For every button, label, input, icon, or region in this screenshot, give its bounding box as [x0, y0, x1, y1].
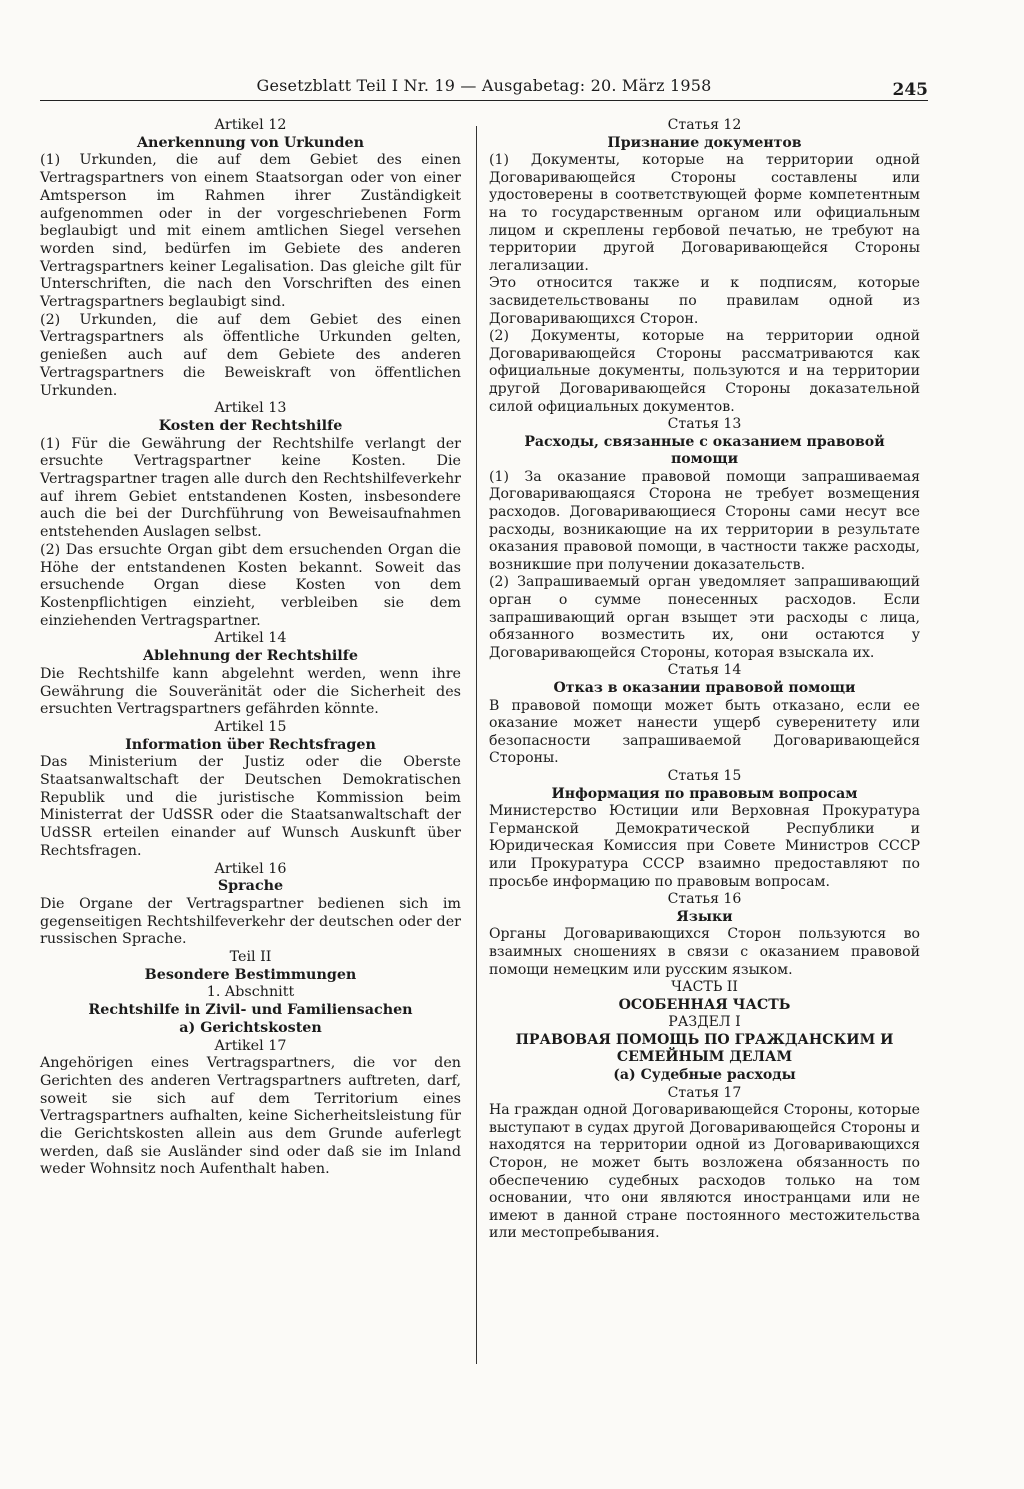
statya-16-heading: Статья 16 — [667, 891, 742, 908]
russian-column — [489, 117, 920, 1243]
gazette-header-title: Gesetzblatt Teil I Nr. 19 — Ausgabetag: 20. März 1958 — [256, 76, 712, 95]
chast-heading: ЧАСТЬ II — [671, 979, 738, 996]
statya-12-heading: Статья 12 — [667, 117, 742, 133]
statya-12-paragraph-1: (1) Документы, которые на территории одной Договаривающейся Стороны составлены или удостоверены в соответствующей форме компетентным на то государственным органом или официальным лицом и скреплены гербовой печатью, не требуют на территории другой Договаривающейся Стороны легализации. — [489, 152, 920, 274]
article-12-paragraph-1: (1) Urkunden, die auf dem Gebiet des einen Vertragspartners von einem Staatsorgan oder von einer Amtsperson im Rahmen ihrer Zuständigkeit aufgenommen oder in der vorgeschriebenen Form beglaubigt und mit einem amtlichen Siegel versehen worden sind, bedürfen im Gebiete des anderen Vertragspartners keiner Legalisation. Das gleiche gilt für Unterschriften, die nach den Vorschriften des einen Vertragspartners beglaubigt sind. — [40, 152, 461, 311]
german-column — [40, 117, 461, 1179]
statya-17-heading: Статья 17 — [667, 1084, 742, 1101]
razdel-heading: РАЗДЕЛ I — [668, 1014, 741, 1031]
article-13-heading: Artikel 13 — [214, 400, 287, 417]
article-17-heading: Artikel 17 — [214, 1037, 287, 1054]
part-title: Besondere Bestimmungen — [144, 966, 357, 983]
article-13-title: Kosten der Rechtshilfe — [158, 417, 343, 434]
article-12-title: Anerkennung von Urkunden — [136, 134, 365, 151]
article-16-title: Sprache — [217, 878, 284, 895]
article-16-heading: Artikel 16 — [214, 860, 287, 877]
subsection-title: a) Gerichtskosten — [179, 1019, 322, 1036]
statya-12-paragraph-3: (2) Документы, которые на территории одной Договаривающейся Стороны рассматриваются как официальные документы, пользуются и на территории другой Договаривающейся Стороны доказательной силой официальных документов. — [489, 328, 920, 415]
article-13-paragraph-1: (1) Für die Gewährung der Rechtshilfe verlangt der ersuchte Vertragspartner keine Kosten. Die Vertragspartner tragen alle durch den Rechtshilfeverkehr auf ihrem Gebiet entstandenen Kosten, insbesondere auch die bei der Durchführung von Beweisaufnahmen entstehenden Auslagen selbst. — [40, 435, 461, 541]
statya-15-heading: Статья 15 — [667, 767, 742, 784]
article-14-title: Ablehnung der Rechtshilfe — [142, 648, 358, 665]
article-17-paragraph-1: Angehörigen eines Vertragspartners, die vor den Gerichten des anderen Vertragspartners auftreten, darf, soweit sie sich auf dem Territorium eines Vertragspartners aufhalten, keine Sicherheitsleistung für die Gerichtskosten allein aus dem Grunde auferlegt werden, daß sie Ausländer sind oder daß sie im Inland weder Wohnsitz noch Aufenthalt haben. — [40, 1055, 461, 1178]
article-14-heading: Artikel 14 — [214, 630, 287, 647]
section-title: Rechtshilfe in Zivil- und Familiensachen — [88, 1002, 413, 1019]
statya-13-heading: Статья 13 — [667, 416, 742, 433]
column-divider — [476, 126, 477, 1364]
article-15-paragraph-1: Das Ministerium der Justiz oder die Oberste Staatsanwaltschaft der Deutschen Demokratischen Republik und die juristische Kommission beim Ministerrat der UdSSR oder die Staatsanwaltschaft der UdSSR erteilen einander auf Wunsch Auskunft über Rechtsfragen. — [40, 754, 461, 859]
statya-14-heading: Статья 14 — [667, 662, 742, 679]
statya-13-title: Расходы, связанные с оказанием правовой помощи — [524, 433, 885, 468]
statya-14-title: Отказ в оказании правовой помощи — [553, 680, 856, 696]
statya-13-paragraph-2: (2) Запрашиваемый орган уведомляет запрашивающий орган о сумме понесенных расходов. Если запрашивающий орган взыщет эти расходы с лица, обязанного возместить их, они остаются у Договаривающейся Стороны, которая взыскала их. — [489, 574, 920, 661]
page-number: 245 — [892, 80, 928, 100]
part-heading: Teil II — [229, 949, 272, 966]
article-12-heading: Artikel 12 — [214, 117, 287, 133]
article-14-paragraph-1: Die Rechtshilfe kann abgelehnt werden, wenn ihre Gewährung die Souveränität oder die Sicherheit des ersuchten Vertragspartners gefährden könnte. — [40, 665, 461, 718]
statya-12-title: Признание документов — [607, 134, 802, 151]
statya-17-paragraph-1: На граждан одной Договаривающейся Стороны, которые выступают в судах другой Договаривающейся Стороны и находятся на территории одной из Договаривающихся Сторон, не может быть возложена обязанность по обеспечению судебных расходов только на том основании, что они являются иностранцами или не имеют в данной стране постоянного местожительства или местопребывания. — [489, 1102, 920, 1242]
article-15-heading: Artikel 15 — [214, 718, 287, 735]
subsection-title-ru: (а) Судебные расходы — [613, 1067, 796, 1084]
article-12-paragraph-2: (2) Urkunden, die auf dem Gebiet des einen Vertragspartners als öffentliche Urkunden gelten, genießen auch auf dem Gebiete des anderen Vertragspartners die Beweiskraft von öffentlichen Urkunden. — [40, 311, 461, 399]
article-15-title: Information über Rechtsfragen — [125, 736, 376, 753]
statya-13-paragraph-1: (1) За оказание правовой помощи запрашиваемая Договаривающаяся Сторона не требует возмещения расходов. Договаривающиеся Стороны сами несут все расходы, возникающие на их территории в результате оказания правовой помощи, в частности также расходы, возникшие при получении доказательств. — [489, 468, 920, 573]
razdel-title: ПРАВОВАЯ ПОМОЩЬ ПО ГРАЖДАНСКИМ И СЕМЕЙНЫМ ДЕЛАМ — [515, 1031, 894, 1066]
statya-15-paragraph-1: Министерство Юстиции или Верховная Прокуратура Германской Демократической Республики и Юридическая Комиссия при Совете Министров СССР или Прокуратура СССР взаимно предоставляют по просьбе информацию по правовым вопросам. — [489, 803, 920, 890]
statya-15-title: Информация по правовым вопросам — [551, 785, 858, 802]
article-13-paragraph-2: (2) Das ersuchte Organ gibt dem ersuchenden Organ die Höhe der entstandenen Kosten bekannt. Soweit das ersuchende Organ diese Kosten von dem Kostenpflichtigen einzieht, verbleiben sie dem einziehenden Vertragspartner. — [40, 541, 461, 629]
statya-16-paragraph-1: Органы Договаривающихся Сторон пользуются во взаимных сношениях в связи с оказанием правовой помощи немецким или русским языком. — [489, 926, 920, 978]
page-header — [40, 74, 928, 101]
section-heading: 1. Abschnitt — [206, 984, 295, 1001]
article-16-paragraph-1: Die Organe der Vertragspartner bedienen sich im gegenseitigen Rechtshilfeverkehr der deutschen oder der russischen Sprache. — [40, 895, 461, 948]
statya-14-paragraph-1: В правовой помощи может быть отказано, если ее оказание может нанести ущерб суверенитету или безопасности запрашиваемой Договаривающейся Стороны. — [489, 697, 920, 767]
chast-title: ОСОБЕННАЯ ЧАСТЬ — [618, 996, 791, 1013]
statya-16-title: Языки — [676, 908, 733, 925]
statya-12-paragraph-2: Это относится также и к подписям, которые засвидетельствованы по правилам одной из Договаривающихся Сторон. — [489, 275, 920, 327]
